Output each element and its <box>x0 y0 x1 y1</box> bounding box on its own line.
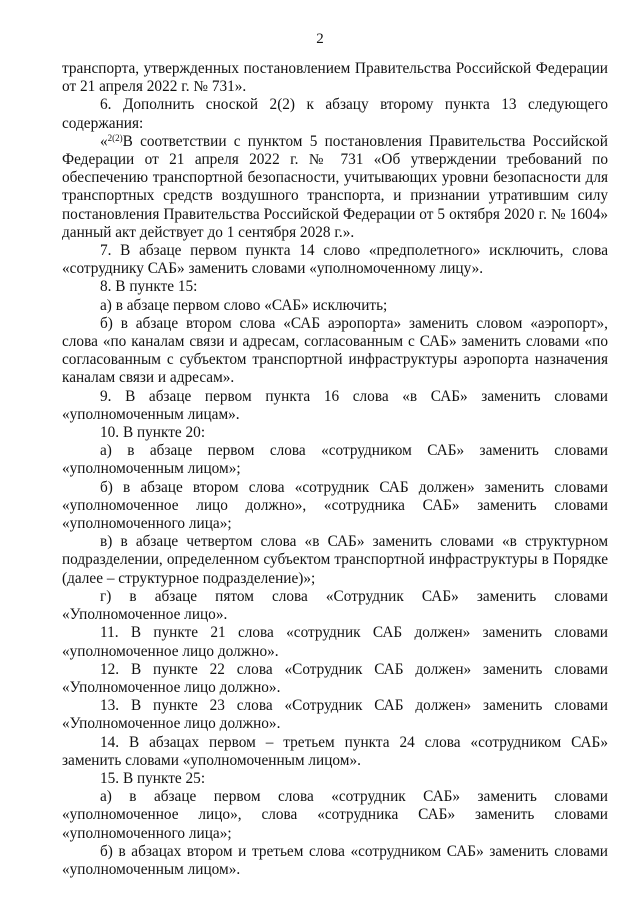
paragraph: 15. В пункте 25: <box>100 769 206 787</box>
footnote-mark: 2(2) <box>107 132 123 143</box>
paragraph: а) в абзаце первом слово «САБ» исключить; <box>100 296 388 314</box>
paragraph: 7. В абзаце первом пункта 14 слово «предполетного» исключить, слова «сотруднику САБ» заменить словами «уполномоченному лицу». <box>62 242 608 278</box>
opening-quote: « <box>100 132 108 150</box>
paragraph: а) в абзаце первом слова «сотрудником САБ» заменить словами «уполномоченным лицом»; <box>62 442 608 478</box>
paragraph: б) в абзаце втором слова «САБ аэропорта» заменить словом «аэропорт», слова «по каналам связи и адресам, согласованным с САБ» заменить словами «по согласованным с субъектом транспортной инфраструктуры аэропорта назначения каналам связи и адресам». <box>62 314 608 387</box>
paragraph: 8. В пункте 15: <box>100 278 198 296</box>
paragraph: г) в абзаце пятом слова «Сотрудник САБ» заменить словами «Уполномоченное лицо». <box>62 587 608 624</box>
paragraph: транспорта, утвержденных постановлением Правительства Российской Федерации от 21 апреля 2022 г. № 731». <box>62 60 608 96</box>
paragraph: б) в абзаце втором слова «сотрудник САБ должен» заменить словами «уполномоченное лицо должно», «сотрудника САБ» заменить словами «уполномоченного лица»; <box>62 478 608 533</box>
paragraph: 10. В пункте 20: <box>100 424 206 442</box>
paragraph: 11. В пункте 21 слова «сотрудник САБ должен» заменить словами «уполномоченное лицо должно». <box>62 624 608 660</box>
document-body <box>62 60 608 879</box>
paragraph: 12. В пункте 22 слова «Сотрудник САБ должен» заменить словами «Уполномоченное лицо должно». <box>62 660 608 696</box>
page-number: 2 <box>316 31 324 47</box>
paragraph: 9. В абзаце первом пункта 16 слова «в САБ» заменить словами «уполномоченным лицам». <box>62 387 608 423</box>
paragraph: а) в абзаце первом слова «сотрудник САБ» заменить словами «уполномоченное лицо», слова «сотрудника САБ» заменить словами «уполномоченного лица»; <box>62 788 608 842</box>
paragraph: 6. Дополнить сноской 2(2) к абзацу второму пункта 13 следующего содержания: <box>62 96 608 132</box>
paragraph: б) в абзацах втором и третьем слова «сотрудником САБ» заменить словами «уполномоченным лицом». <box>62 842 608 878</box>
paragraph: 14. В абзацах первом – третьем пункта 24 слова «сотрудником САБ» заменить словами «уполномоченным лицом». <box>62 733 608 769</box>
footnote-text: В соответствии с пунктом 5 постановления Правительства Российской Федерации от 21 апреля 2022 г. № 731 «Об утверждении требований по обеспечению транспортной безопасности, учитывающих уровни безопасности для транспортных средств воздушного транспорта, и признании утратившим силу постановления Правительства Российской Федерации от 5 октября 2020 г. № 1604» данный акт действует до 1 сентября 2028 г.». <box>62 132 608 241</box>
footnote-paragraph <box>62 133 608 242</box>
paragraph: 13. В пункте 23 слова «Сотрудник САБ должен» заменить словами «Уполномоченное лицо должно». <box>62 697 608 733</box>
paragraph: в) в абзаце четвертом слова «в САБ» заменить словами «в структурном подразделении, определенном субъектом транспортной инфраструктуры в Порядке (далее – структурное подразделение)»; <box>62 533 608 587</box>
